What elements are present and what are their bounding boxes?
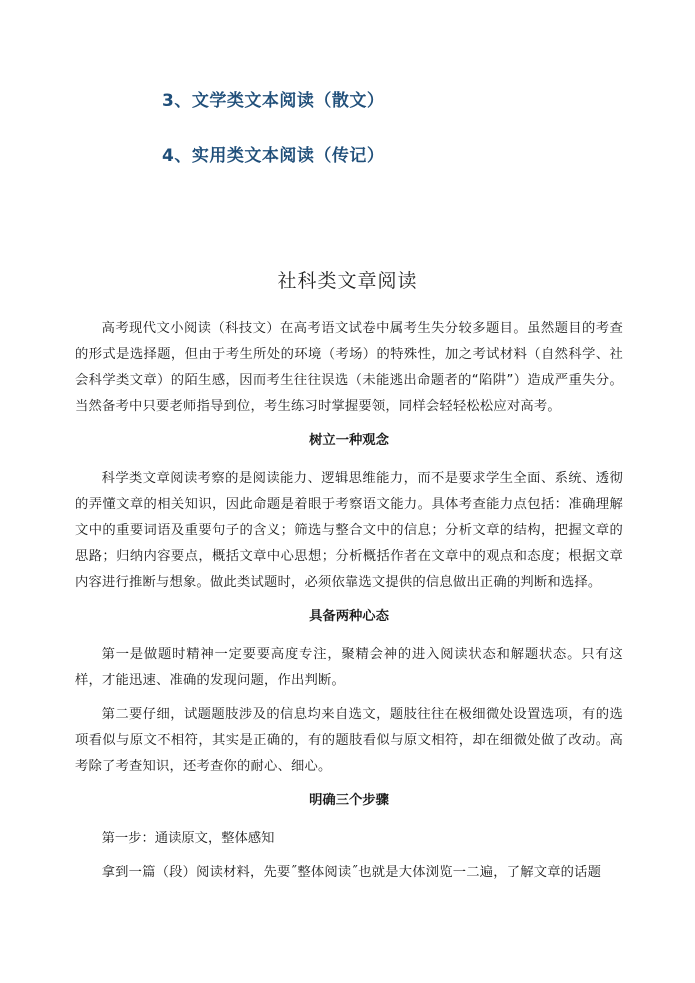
section-heading-three-steps: 明确三个步骤	[309, 793, 389, 808]
toc-item-literary-prose: 3、文学类文本阅读（散文）	[162, 91, 385, 111]
step-one-paragraph: 拿到一篇（段）阅读材料，先要˝整体阅读˝也就是大体浏览一二遍，了解文章的话题	[101, 865, 602, 880]
section2-paragraph-1: 第一是做题时精神一定要要高度专注，聚精会神的进入阅读状态和解题状态。只有这样，才能迅速、准确的发现问题，作出判断。	[75, 647, 623, 688]
step-one-label: 第一步：通读原文，整体感知	[101, 831, 275, 846]
section2-paragraph-2: 第二要仔细，试题题肢涉及的信息均来自选文，题肢往往在极细微处设置选项，有的选项看似与原文不相符，其实是正确的，有的题肢看似与原文相符，却在细微处做了改动。高考除了考查知识，还考查你的耐心、细心。	[75, 707, 623, 774]
page-title: 社科类文章阅读	[277, 270, 418, 292]
toc-item-practical-biography: 4、实用类文本阅读（传记）	[162, 146, 385, 166]
intro-paragraph: 高考现代文小阅读（科技文）在高考语文试卷中属考生失分较多题目。虽然题目的考查的形式是选择题，但由于考生所处的环境（考场）的特殊性，加之考试材料（自然科学、社会科学类文章）的陌生感，因而考生往往误选（未能逃出命题者的“陷阱”）造成严重失分。当然备考中只要老师指导到位，考生练习时掌握要领，同样会轻轻松松应对高考。	[75, 321, 623, 414]
document-body	[75, 316, 623, 894]
section1-paragraph: 科学类文章阅读考察的是阅读能力、逻辑思维能力，而不是要求学生全面、系统、透彻的弄懂文章的相关知识，因此命题是着眼于考察语文能力。具体考查能力点包括：准确理解文中的重要词语及重要句子的含义；筛选与整合文中的信息；分析文章的结构，把握文章的思路；归纳内容要点，概括文章中心思想；分析概括作者在文章中的观点和态度；根据文章内容进行推断与想象。做此类试题时，必须依靠选文提供的信息做出正确的判断和选择。	[75, 471, 623, 590]
section-heading-two-mindsets: 具备两种心态	[309, 609, 389, 624]
section-heading-one-concept: 树立一种观念	[309, 433, 389, 448]
